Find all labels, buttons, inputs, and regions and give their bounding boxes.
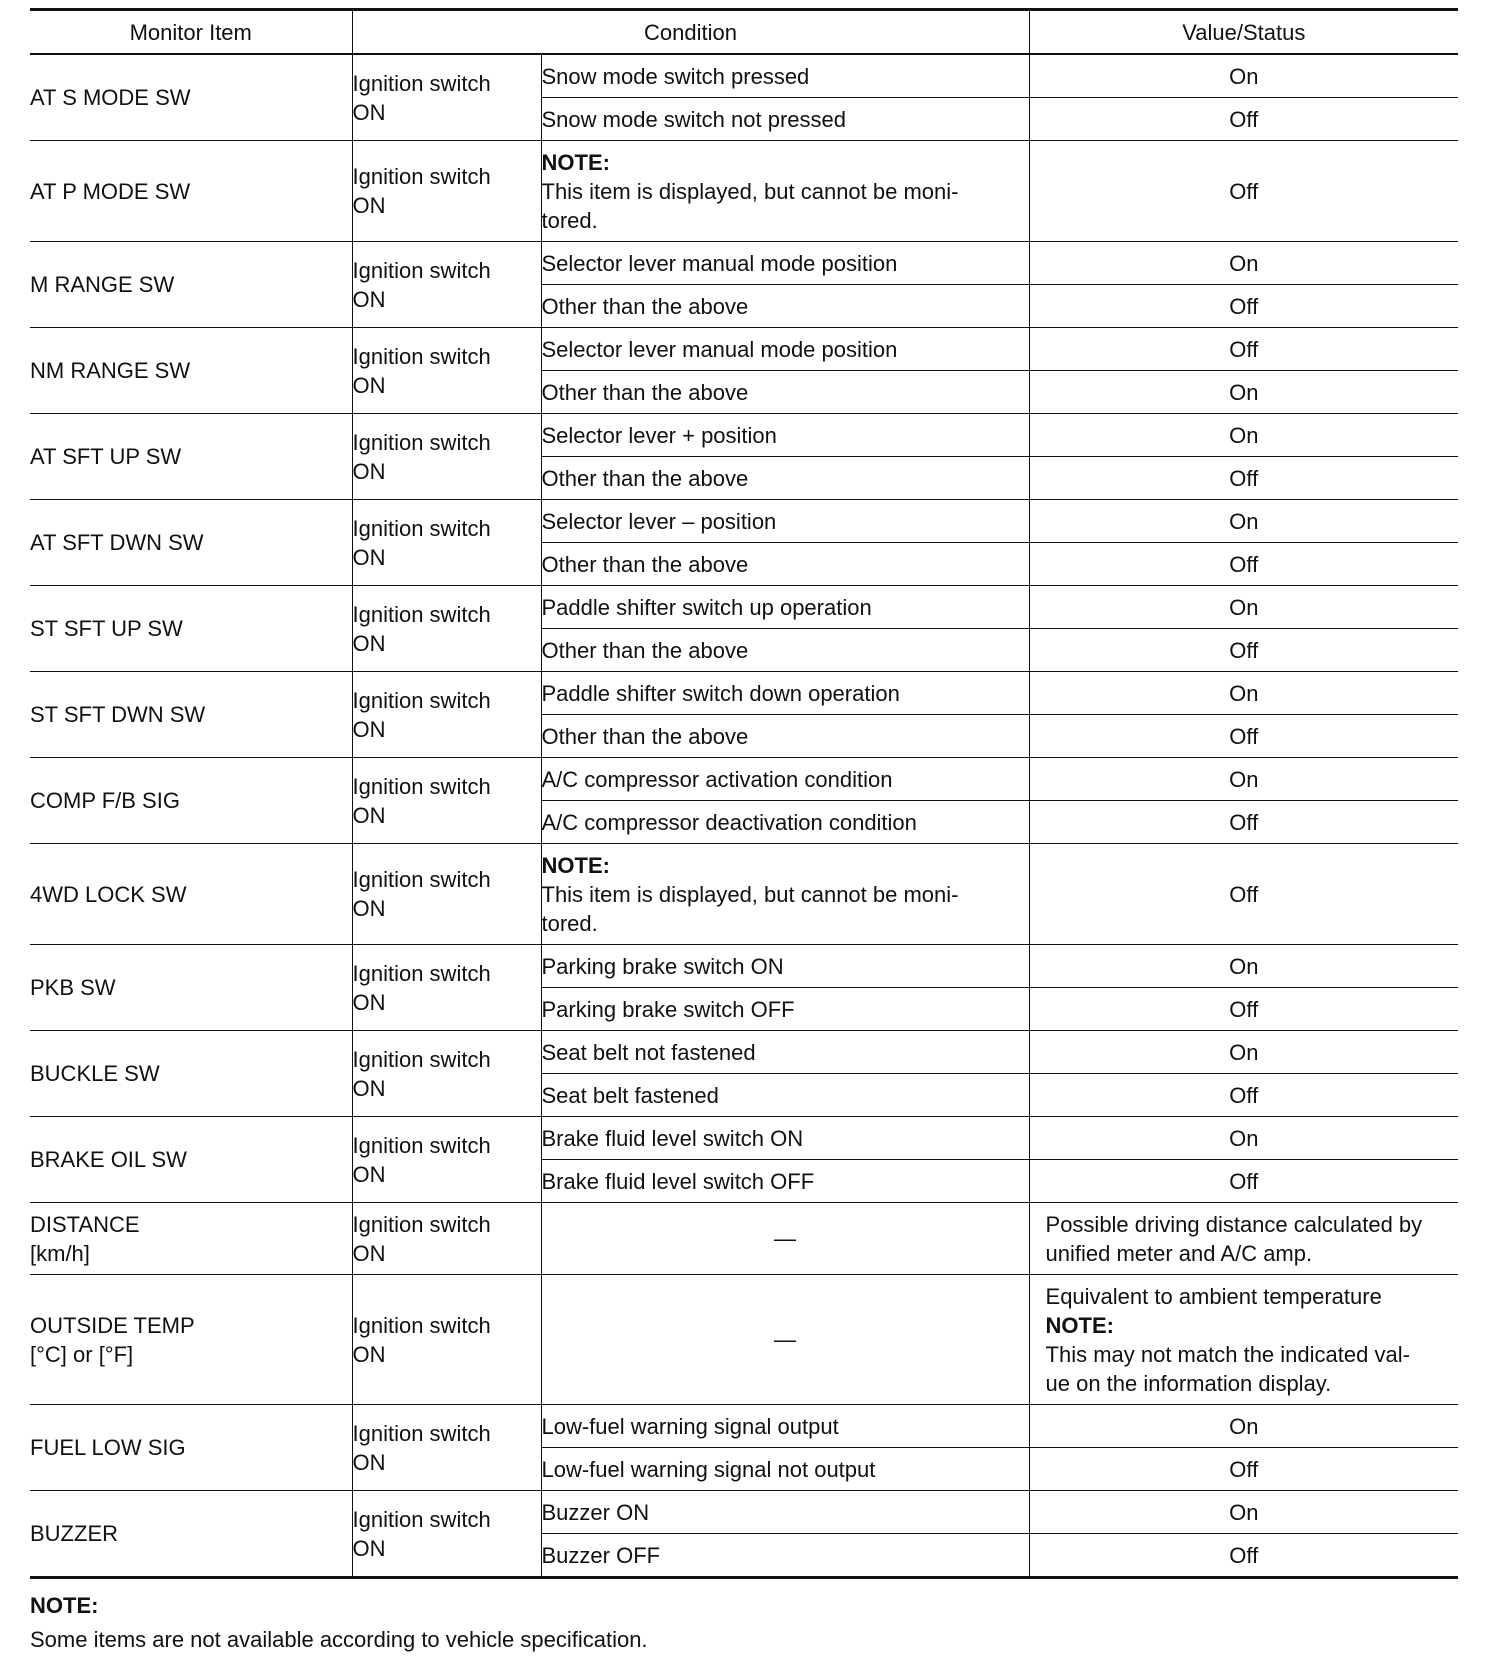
ignition-condition: Ignition switch ON <box>352 500 541 586</box>
monitor-item: FUEL LOW SIG <box>30 1405 352 1491</box>
condition-cell: Parking brake switch OFF <box>541 988 1029 1031</box>
monitor-item: ST SFT UP SW <box>30 586 352 672</box>
value-cell: Off <box>1029 1074 1458 1117</box>
value-cell: Possible driving distance calculated by unified meter and A/C amp. <box>1029 1203 1458 1275</box>
ignition-condition: Ignition switch ON <box>352 1405 541 1491</box>
monitor-item: OUTSIDE TEMP [°C] or [°F] <box>30 1275 352 1405</box>
monitor-item: BUCKLE SW <box>30 1031 352 1117</box>
ignition-condition: Ignition switch ON <box>352 672 541 758</box>
value-cell: Off <box>1029 801 1458 844</box>
value-cell: On <box>1029 414 1458 457</box>
footnote-text: Some items are not available according to vehicle specification. <box>30 1627 648 1652</box>
ignition-condition: Ignition switch ON <box>352 1203 541 1275</box>
condition-dash: — <box>541 1275 1029 1405</box>
value-cell: Off <box>1029 328 1458 371</box>
condition-cell: A/C compressor deactivation condition <box>541 801 1029 844</box>
condition-cell: Other than the above <box>541 457 1029 500</box>
ignition-condition: Ignition switch ON <box>352 242 541 328</box>
monitor-item: COMP F/B SIG <box>30 758 352 844</box>
monitor-item: AT S MODE SW <box>30 54 352 141</box>
ignition-condition: Ignition switch ON <box>352 1117 541 1203</box>
condition-cell: Buzzer OFF <box>541 1534 1029 1578</box>
ignition-condition: Ignition switch ON <box>352 1491 541 1578</box>
value-cell: Off <box>1029 1448 1458 1491</box>
condition-cell: Seat belt not fastened <box>541 1031 1029 1074</box>
value-cell: Off <box>1029 543 1458 586</box>
table-row <box>30 1405 1458 1448</box>
value-cell: Off <box>1029 988 1458 1031</box>
monitor-item: M RANGE SW <box>30 242 352 328</box>
table-row <box>30 328 1458 371</box>
table-row <box>30 672 1458 715</box>
condition-cell: Low-fuel warning signal not output <box>541 1448 1029 1491</box>
ignition-condition: Ignition switch ON <box>352 945 541 1031</box>
value-cell: Off <box>1029 141 1458 242</box>
monitor-item: BRAKE OIL SW <box>30 1117 352 1203</box>
condition-cell: Brake fluid level switch ON <box>541 1117 1029 1160</box>
footnote <box>30 1589 1458 1657</box>
condition-cell: Other than the above <box>541 285 1029 328</box>
condition-cell: Other than the above <box>541 371 1029 414</box>
monitor-table <box>30 8 1458 1579</box>
value-cell: On <box>1029 54 1458 98</box>
table-row <box>30 758 1458 801</box>
table-row <box>30 141 1458 242</box>
condition-cell: Paddle shifter switch down operation <box>541 672 1029 715</box>
table-row <box>30 1031 1458 1074</box>
table-row <box>30 1203 1458 1275</box>
table-row <box>30 242 1458 285</box>
ignition-condition: Ignition switch ON <box>352 844 541 945</box>
value-cell: On <box>1029 758 1458 801</box>
condition-cell: Snow mode switch not pressed <box>541 98 1029 141</box>
ignition-condition: Ignition switch ON <box>352 1275 541 1405</box>
condition-cell: Other than the above <box>541 629 1029 672</box>
value-cell: On <box>1029 672 1458 715</box>
table-row <box>30 1117 1458 1160</box>
ignition-condition: Ignition switch ON <box>352 1031 541 1117</box>
header-condition: Condition <box>352 10 1029 55</box>
value-cell: Off <box>1029 98 1458 141</box>
table-header-row <box>30 10 1458 55</box>
value-cell: On <box>1029 371 1458 414</box>
condition-cell: Selector lever manual mode position <box>541 328 1029 371</box>
document-page <box>30 8 1458 1657</box>
condition-note: NOTE: This item is displayed, but cannot be moni- tored. <box>541 141 1029 242</box>
monitor-item: NM RANGE SW <box>30 328 352 414</box>
value-cell: On <box>1029 586 1458 629</box>
monitor-item: PKB SW <box>30 945 352 1031</box>
condition-cell: Paddle shifter switch up operation <box>541 586 1029 629</box>
condition-cell: Buzzer ON <box>541 1491 1029 1534</box>
monitor-item: AT SFT UP SW <box>30 414 352 500</box>
value-cell: On <box>1029 1117 1458 1160</box>
value-cell: Off <box>1029 844 1458 945</box>
table-row <box>30 1275 1458 1405</box>
monitor-item: 4WD LOCK SW <box>30 844 352 945</box>
value-cell: On <box>1029 1491 1458 1534</box>
monitor-item: BUZZER <box>30 1491 352 1578</box>
monitor-item: AT P MODE SW <box>30 141 352 242</box>
table-row <box>30 1491 1458 1534</box>
value-cell: Off <box>1029 629 1458 672</box>
table-row <box>30 945 1458 988</box>
table-row <box>30 500 1458 543</box>
value-cell: Off <box>1029 715 1458 758</box>
condition-note: NOTE: This item is displayed, but cannot be moni- tored. <box>541 844 1029 945</box>
condition-cell: Parking brake switch ON <box>541 945 1029 988</box>
table-row <box>30 414 1458 457</box>
value-cell: Off <box>1029 457 1458 500</box>
condition-dash: — <box>541 1203 1029 1275</box>
condition-cell: A/C compressor activation condition <box>541 758 1029 801</box>
value-cell: On <box>1029 1405 1458 1448</box>
condition-cell: Other than the above <box>541 543 1029 586</box>
value-cell: Off <box>1029 285 1458 328</box>
condition-cell: Selector lever + position <box>541 414 1029 457</box>
value-cell: Equivalent to ambient temperature NOTE: This may not match the indicated val- ue on the information display. <box>1029 1275 1458 1405</box>
ignition-condition: Ignition switch ON <box>352 758 541 844</box>
table-row <box>30 844 1458 945</box>
ignition-condition: Ignition switch ON <box>352 586 541 672</box>
table-row <box>30 586 1458 629</box>
footnote-label: NOTE: <box>30 1593 99 1618</box>
value-cell: Off <box>1029 1160 1458 1203</box>
condition-cell: Low-fuel warning signal output <box>541 1405 1029 1448</box>
monitor-item: ST SFT DWN SW <box>30 672 352 758</box>
value-cell: Off <box>1029 1534 1458 1578</box>
header-monitor-item: Monitor Item <box>30 10 352 55</box>
table-row <box>30 54 1458 98</box>
value-cell: On <box>1029 1031 1458 1074</box>
ignition-condition: Ignition switch ON <box>352 141 541 242</box>
value-cell: On <box>1029 242 1458 285</box>
condition-cell: Selector lever – position <box>541 500 1029 543</box>
condition-cell: Snow mode switch pressed <box>541 54 1029 98</box>
condition-cell: Selector lever manual mode position <box>541 242 1029 285</box>
value-cell: On <box>1029 500 1458 543</box>
value-cell: On <box>1029 945 1458 988</box>
monitor-item: AT SFT DWN SW <box>30 500 352 586</box>
condition-cell: Other than the above <box>541 715 1029 758</box>
condition-cell: Brake fluid level switch OFF <box>541 1160 1029 1203</box>
monitor-item: DISTANCE [km/h] <box>30 1203 352 1275</box>
ignition-condition: Ignition switch ON <box>352 54 541 141</box>
ignition-condition: Ignition switch ON <box>352 328 541 414</box>
header-value-status: Value/Status <box>1029 10 1458 55</box>
ignition-condition: Ignition switch ON <box>352 414 541 500</box>
condition-cell: Seat belt fastened <box>541 1074 1029 1117</box>
